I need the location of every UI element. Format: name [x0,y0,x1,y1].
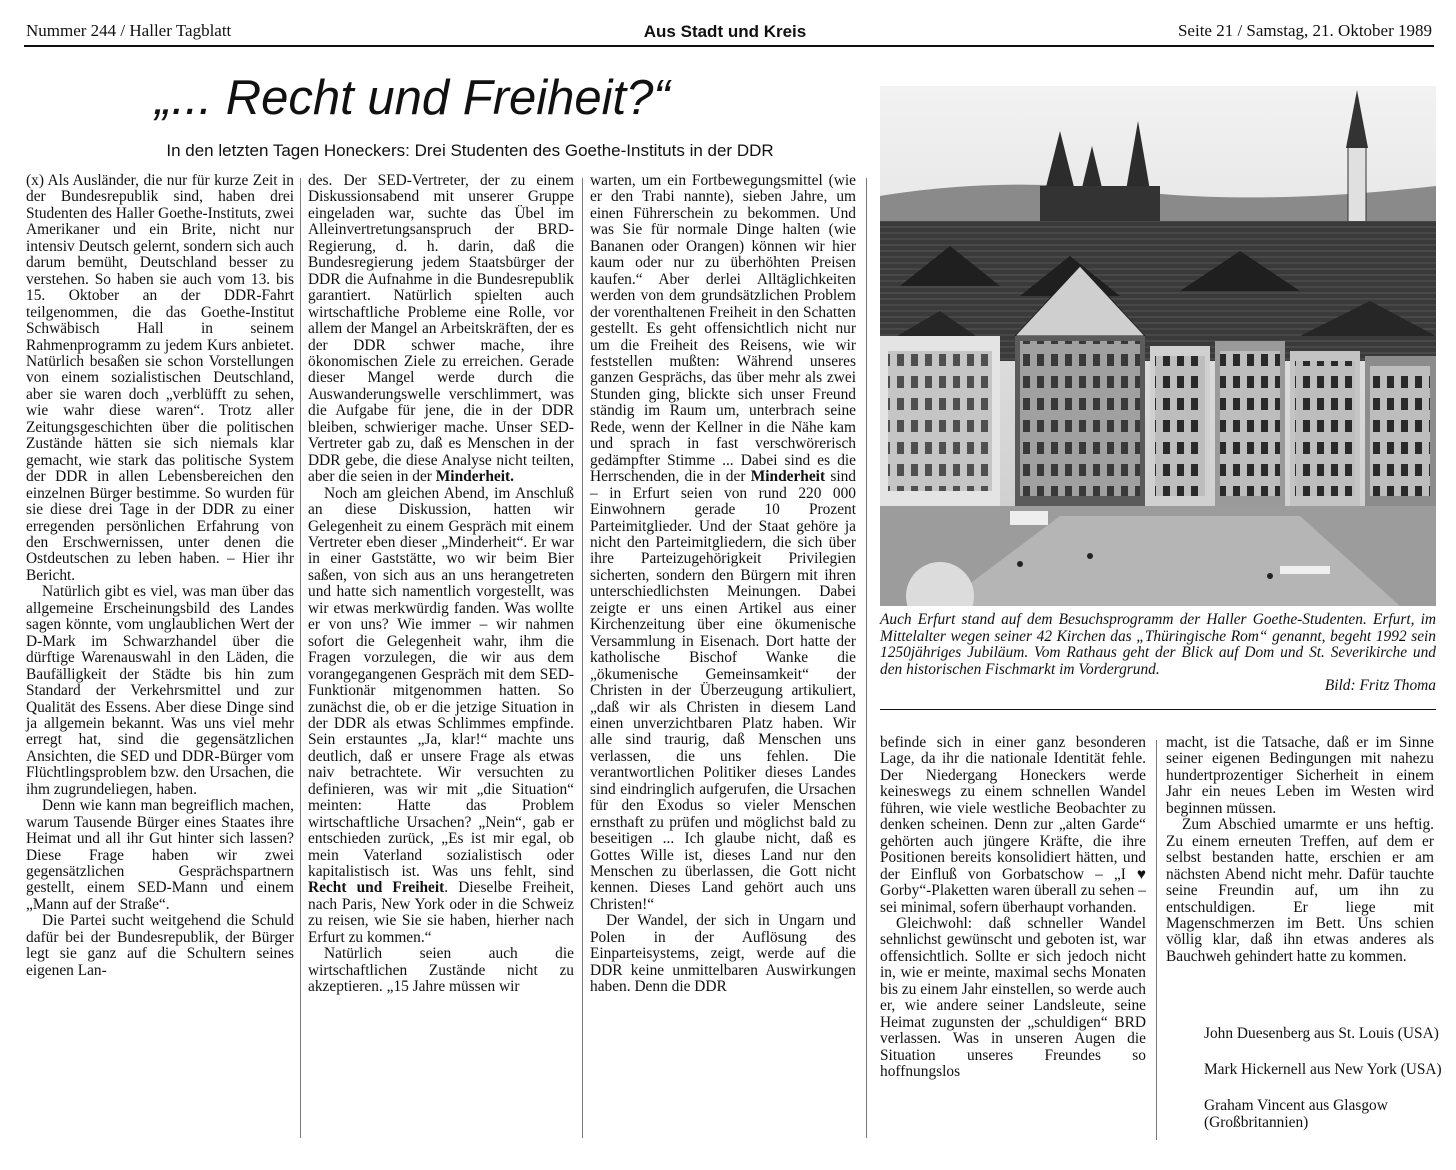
author-signature: John Duesenberg aus St. Louis (USA) [1204,1025,1439,1042]
article-column-1 [26,173,294,979]
article-headline: „... Recht und Freiheit?“ [155,71,670,125]
header-rule [24,45,1434,47]
paragraph: Zum Abschied umarmte er uns heftig. Zu einem erneuten Treffen, auf dem er selbst bestanden hatte, erschien er am nächsten Abend nicht mehr. Dafür tauchte seine Freundin auf, um ihn zu entschuldigen. Er liege mit Magenschmerzen im Bett. Uns schien völlig klar, daß ihn etwas anderes als Bauchweh gehindert hatte zu kommen. [1166,816,1434,965]
caption-text: Auch Erfurt stand auf dem Besuchsprogramm der Haller Goethe-Studenten. Erfurt, im Mittelalter wegen seiner 42 Kirchen das „Thüringische Rom“ genannt, begeht 1992 sein 1250jähriges Jubiläum. Vom Rathaus geht der Blick auf Dom und St. Severikirche und den historischen Fischmarkt im Vordergrund. [880,611,1436,678]
paragraph: Natürlich gibt es viel, was man über das allgemeine Erscheinungsbild des Landes sagen könnte, vom unglaublichen Wert der D-Mark im Schwarzhandel über die dürftige Warenauswahl in den Läden, die Baufälligkeit der Städte bis hin zum Standard der Verkehrsmittel und zur Qualität des Essens. Aber diese Dinge sind ja allgemein bekannt. Was uns viel mehr erregt hat, sind die gegensätzlichen Ansichten, die SED und DDR-Bürger vom Flüchtlingsproblem bzw. den Ursachen, die ihm zugrundeliegen, haben. [26,583,294,798]
author-signature: Graham Vincent aus Glasgow (Großbritannien) [1204,1097,1388,1131]
issue-number: Nummer 244 / Haller Tagblatt [26,21,232,40]
paragraph: macht, ist die Tatsache, daß er im Sinne seiner eigenen Bedingungen mit nahezu hundertprozentiger Sicherheit in einem Jahr ein neues Leben im Westen wird beginnen müssen. [1166,734,1434,817]
column-divider [866,178,867,1138]
photo-credit: Bild: Fritz Thoma [1324,677,1436,694]
paragraph-text: . Dieselbe Freiheit, nach Paris, New York oder in die Schweiz zu reisen, wie Sie sie haben, hierher nach Erfurt zu kommen.“ [308,879,574,946]
paragraph [590,173,856,913]
paragraph: Denn wie kann man begreiflich machen, warum Tausende Bürger eines Staates ihre Heimat und all ihr Gut hinter sich lassen? Diese Frage haben wir zwei gegensätzlichen Gesprächspartnern gestellt, einem SED-Mann und einem „Mann auf der Straße“. [26,797,294,913]
paragraph-text: Noch am gleichen Abend, im Anschluß an diese Diskussion, hatten wir Gelegenheit zu einem Gespräch mit einem Vertreter eben dieser „Minderheit“. Er war in einer Gaststätte, wo wir beim Bier saßen, von sich aus an uns herangetreten und hatte sich namentlich vorgestellt, was wir etwas merkwürdig fanden. Was wollte er von uns? Wie immer – wir nahmen sofort die Gelegenheit wahr, ihm die Fragen vorzulegen, die wir aus dem vorangegangenen Gespräch mit dem SED-Funktionär mitgenommen hatten. So zunächst die, ob er die jetzige Situation in der DDR als etwas Schlimmes empfinde. Sein erstauntes „Ja, klar!“ machte uns deutlich, daß er unsere Frage als etwas naiv betrachtete. Wir versuchten zu definieren, was wir mit „die Situation“ meinten: Hatte das Problem wirtschaftliche Ursachen? „Nein“, gab er entschieden zurück, „Es ist mir egal, ob mein Vaterland sozialistisch oder kapitalistisch ist. Was uns fehlt, sind [308,484,574,881]
section-title: Aus Stadt und Kreis [643,22,807,41]
paragraph: Die Partei sucht weitgehend die Schuld dafür bei der Bundesrepublik, der Bürger legt sie ganz auf die Schultern seines eigenen Lan- [26,912,294,979]
paragraph-text: sind – in Erfurt seien von rund 220 000 Einwohnern gerade 10 Prozent Parteimitglieder. Und der Staat gehöre ja nicht den Parteimitgliedern, die sich über ihre Parteizugehörigkeit Privilegien sicherten, sondern den Bürgern mit ihren unterschiedlichsten Meinungen. Dabei zeigte er uns einen Artikel aus einer Kirchenzeitung über eine ökumenische Versammlung in Eisenach. Dort hatte der katholische Bischof Wanke die „ökumenische Gemeinsamkeit“ der Christen in der Überzeugung artikuliert, „daß wir als Christen in diesem Land einen unverzichtbaren Platz haben. Wir alle sind traurig, daß Menschen uns verlassen, die uns fehlen. Die verantwortlichen Politiker dieses Landes sind eindringlich aufgerufen, die Ursachen für den Exodus so vieler Menschen ernsthaft zu prüfen und möglichst bald zu beseitigen ... Ich glaube nicht, daß es Gottes Wille ist, dieses Land nur den Menschen zu überlassen, die Gott nicht kennen. Dieses Land gehört auch uns Christen!“ [590,468,856,913]
paragraph: Gleichwohl: daß schneller Wandel sehnlichst gewünscht und geboten ist, war offensichtlich. Sollte er sich jedoch nicht in, wie er meinte, maximal sechs Monaten bis zu einem Jahr einstellen, so werde auch er, wie andere seiner Landsleute, seine Heimat zugunsten der „schuldigen“ BRD verlassen. Was in unseren Augen die Situation unseres Freundes so hoffnungslos [880,914,1146,1081]
page-date: Seite 21 / Samstag, 21. Oktober 1989 [1177,21,1432,40]
photo-caption [880,612,1436,695]
caption-rule [880,709,1436,710]
paragraph: (x) Als Ausländer, die nur für kurze Zeit in der Bundesrepublik sind, haben drei Studenten des Haller Goethe-Instituts, zwei Amerikaner und ein Brite, nicht nur intensiv Deutsch gelernt, sondern sich auch darum bemüht, Deutschland besser zu verstehen. So haben sie auch vom 13. bis 15. Oktober an der DDR-Fahrt teilgenommen, die das Goethe-Institut Schwäbisch Hall in seinem Rahmenprogramm zu jedem Kurs anbietet. Natürlich besaßen sie schon Vorstellungen von einem sozialistischen Deutschland, aber sie waren doch „verblüfft zu sehen, wie wahr diese waren“. Trotz aller Zeitungsgeschichten über die politischen Zustände hätten sie sich niemals klar gemacht, wie stark das politische System der DDR in allen Lebensbereichen den einzelnen Bürger bestimme. So wurden für sie diese drei Tage in der DDR zu einer erregenden persönlichen Erfahrung von den Erschwernissen, unter denen die Ostdeutschen zu leben haben. – Hier ihr Bericht. [26,172,294,584]
bold-term: Recht und Freiheit [308,879,445,897]
column-divider [1156,740,1157,1140]
erfurt-townscape-image [880,86,1436,606]
article-column-4 [880,735,1146,1081]
article-column-2 [308,173,574,996]
erfurt-photo [880,86,1436,606]
author-signature: Mark Hickernell aus New York (USA) [1204,1061,1442,1078]
paragraph-text: des. Der SED-Vertreter, der zu einem Diskussionsabend mit unserer Gruppe eingeladen war, suchte das Übel im Alleinvertretungsanspruch der BRD-Regierung, d. h. darin, daß die Bundesregierung jedem Staatsbürger der DDR die Aufnahme in die Bundesrepublik garantiert. Natürlich spielten auch wirtschaftliche Probleme eine Rolle, vor allem der Mangel an Arbeitskräften, der es der DDR schwer mache, ihre ökonomischen Ziele zu erreichen. Gerade dieser Mangel werde durch die Auswanderungswelle verschlimmert, was die Aufgabe für jene, die in der DDR bleiben, schwieriger mache. Unser SED-Vertreter gab zu, daß es Menschen in der DDR gebe, die diese Analyse nicht teilten, aber die seien in der [308,172,574,486]
column-divider [582,178,583,1138]
column-divider [300,178,301,1138]
paragraph [308,173,574,486]
paragraph [308,486,574,947]
article-subheadline: In den letzten Tagen Honeckers: Drei Studenten des Goethe-Instituts in der DDR [166,141,774,160]
paragraph: Der Wandel, der sich in Ungarn und Polen in der Auflösung des Einparteisystems, zeigt, werde auf die DDR keine unmittelbaren Auswirkungen haben. Denn die DDR [590,912,856,996]
bold-term: Minderheit. [435,468,515,486]
paragraph-text: warten, um ein Fortbewegungsmittel (wie er den Trabi nannte), sieben Jahre, um einen Führerschein zu bekommen. Und was Sie für normale Dinge halten (wie Bananen oder Orangen) können wir hier kaum oder nur zu überhöhten Preisen kaufen.“ Aber derlei Alltäglichkeiten werden von dem grundsätzlichen Problem der vorenthaltenen Freiheit in den Schatten gestellt. Es geht offensichtlich nicht nur um die Freiheit des Reisens, wie wir feststellen mußten: Während unseres ganzen Gesprächs, das über mehr als zwei Stunden ging, blickte sich unser Freund ständig im Raum um, unterbrach seine Rede, wenn der Kellner in die Nähe kam und sprach in fast verschwörerisch gedämpfter Stimme ... Dabei sind es die Herrschenden, die in der [590,172,856,486]
paragraph: Natürlich seien auch die wirtschaftlichen Zustände nicht zu akzeptieren. „15 Jahre müssen wir [308,945,574,996]
article-column-5 [1166,735,1434,965]
article-column-3 [590,173,856,996]
paragraph: befinde sich in einer ganz besonderen Lage, da ihr die nationale Identität fehle. Der Niedergang Honeckers werde keineswegs zu einem schnellen Wandel führen, wie viele westliche Beobachter zu denken scheinen. Denn zur „alten Garde“ gehörten auch jüngere Kräfte, die ihre Positionen bereits konsolidiert hätten, und der Einfluß von Gorbatschow – „I ♥ Gorby“-Plaketten waren überall zu sehen – sei minimal, sofern überhaupt vorhanden. [880,734,1146,916]
bold-term: Minderheit [750,468,826,486]
